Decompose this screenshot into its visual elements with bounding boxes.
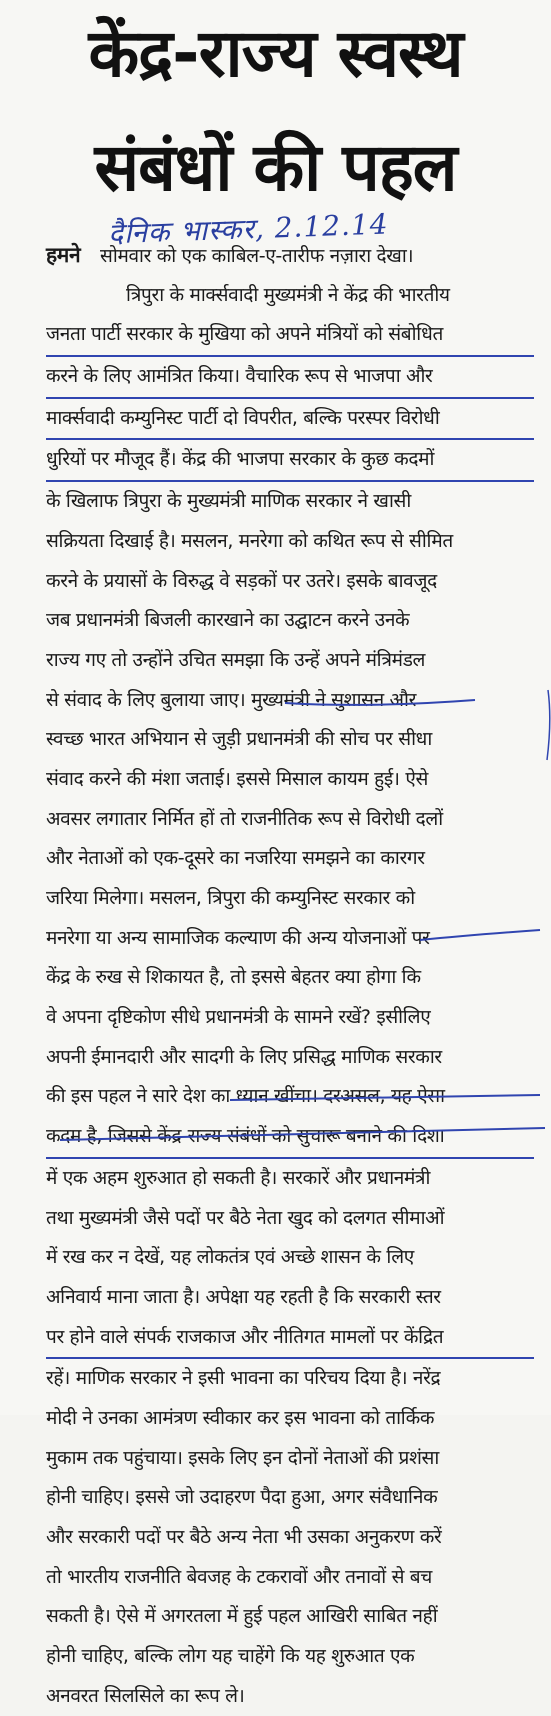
article-line: होनी चाहिए, बल्कि लोग यह चाहेंगे कि यह शुरुआत एक — [46, 1645, 415, 1668]
article-line: जरिया मिलेगा। मसलन, त्रिपुरा की कम्युनिस्ट सरकार को — [46, 887, 415, 909]
article-line: त्रिपुरा के मार्क्सवादी मुख्यमंत्री ने केंद्र की भारतीय — [126, 283, 450, 306]
headline-line-1: केंद्र-राज्य स्वस्थ — [88, 15, 463, 92]
headline-line-2: संबंधों की पहल — [94, 129, 457, 206]
article-line: के खिलाफ त्रिपुरा के मुख्यमंत्री माणिक सरकार ने खासी — [46, 490, 411, 513]
article-line: स्वच्छ भारत अभियान से जुड़ी प्रधानमंत्री की सोच पर सीधा — [46, 728, 432, 751]
lead-word: हमने — [46, 243, 81, 267]
article-line: मोदी ने उनका आमंत्रण स्वीकार कर इस भावना को तार्किक — [46, 1406, 435, 1429]
article-line: धुरियों पर मौजूद हैं। केंद्र की भाजपा सरकार के कुछ कदमों — [46, 440, 534, 482]
article-line: जब प्रधानमंत्री बिजली कारखाने का उद्घाटन करने उनके — [46, 609, 410, 632]
article-line: तथा मुख्यमंत्री जैसे पदों पर बैठे नेता खुद को दलगत सीमाओं — [46, 1206, 445, 1229]
article-line: राज्य गए तो उन्होंने उचित समझा कि उन्हें अपने मंत्रिमंडल — [46, 648, 426, 671]
article-line: अनिवार्य माना जाता है। अपेक्षा यह रहती है कि सरकारी स्तर — [46, 1285, 441, 1308]
article-line: अवसर लगातार निर्मित हों तो राजनीतिक रूप से विरोधी दलों — [46, 807, 443, 830]
article-line: जनता पार्टी सरकार के मुखिया को अपने मंत्रियों को संबोधित — [46, 315, 534, 357]
article-line: और सरकारी पदों पर बैठे अन्य नेता भी उसका अनुकरण करें — [46, 1526, 442, 1548]
article-line: की इस पहल ने सारे देश का ध्यान खींचा। दरअसल, यह ऐसा — [46, 1085, 445, 1108]
article-line: तो भारतीय राजनीति बेवजह के टकरावों और तनावों से बच — [46, 1565, 432, 1588]
article-line: और नेताओं को एक-दूसरे का नजरिया समझने का कारगर — [46, 847, 425, 870]
article-line: वे अपना दृष्टिकोण सीधे प्रधानमंत्री के सामने रखें? इसीलिए — [46, 1006, 431, 1029]
article-line: संवाद करने की मंशा जताई। इससे मिसाल कायम हुई। ऐसे — [46, 767, 428, 790]
article-line-text: सोमवार को एक काबिल-ए-तारीफ नज़ारा देखा। — [100, 245, 414, 267]
handwritten-source-note: दैनिक भास्कर, 2.12.14 — [107, 207, 390, 251]
article-line — [46, 236, 534, 276]
article-line: मुकाम तक पहुंचाया। इसके लिए इन दोनों नेताओं की प्रशंसा — [46, 1446, 439, 1469]
article-line: करने के प्रयासों के विरुद्ध वे सड़कों पर उतरे। इसके बावजूद — [46, 569, 437, 592]
article-line: मार्क्सवादी कम्युनिस्ट पार्टी दो विपरीत, बल्कि परस्पर विरोधी — [46, 399, 534, 441]
article-line: कदम है, जिससे केंद्र-राज्य संबंधों को सुचारू बनाने की दिशा — [46, 1117, 534, 1159]
article-line: रहें। माणिक सरकार ने इसी भावना का परिचय दिया है। नरेंद्र — [46, 1367, 441, 1390]
article-line: से संवाद के लिए बुलाया जाए। मुख्यमंत्री ने सुशासन और — [46, 688, 417, 711]
article-line: केंद्र के रुख से शिकायत है, तो इससे बेहतर क्या होगा कि — [46, 966, 421, 989]
article-line: सक्रियता दिखाई है। मसलन, मनरेगा को कथित रूप से सीमित — [46, 529, 453, 552]
article-line: करने के लिए आमंत्रित किया। वैचारिक रूप से भाजपा और — [46, 357, 534, 399]
article-body — [46, 236, 534, 1716]
article-line: होनी चाहिए। इससे जो उदाहरण पैदा हुआ, अगर संवैधानिक — [46, 1486, 438, 1509]
article-line: पर होने वाले संपर्क राजकाज और नीतिगत मामलों पर केंद्रित — [46, 1318, 534, 1360]
article-line: में रख कर न देखें, यह लोकतंत्र एवं अच्छे शासन के लिए — [46, 1246, 414, 1269]
article-line: अपनी ईमानदारी और सादगी के लिए प्रसिद्ध माणिक सरकार — [46, 1045, 442, 1068]
pen-bracket — [547, 690, 550, 760]
article-line: सकती है। ऐसे में अगरतला में हुई पहल आखिरी साबित नहीं — [46, 1605, 438, 1628]
article-line: मनरेगा या अन्य सामाजिक कल्याण की अन्य योजनाओं पर — [46, 926, 430, 949]
article-line: अनवरत सिलसिले का रूप ले। — [46, 1684, 245, 1707]
article-line: में एक अहम शुरुआत हो सकती है। सरकारें और प्रधानमंत्री — [46, 1166, 431, 1189]
